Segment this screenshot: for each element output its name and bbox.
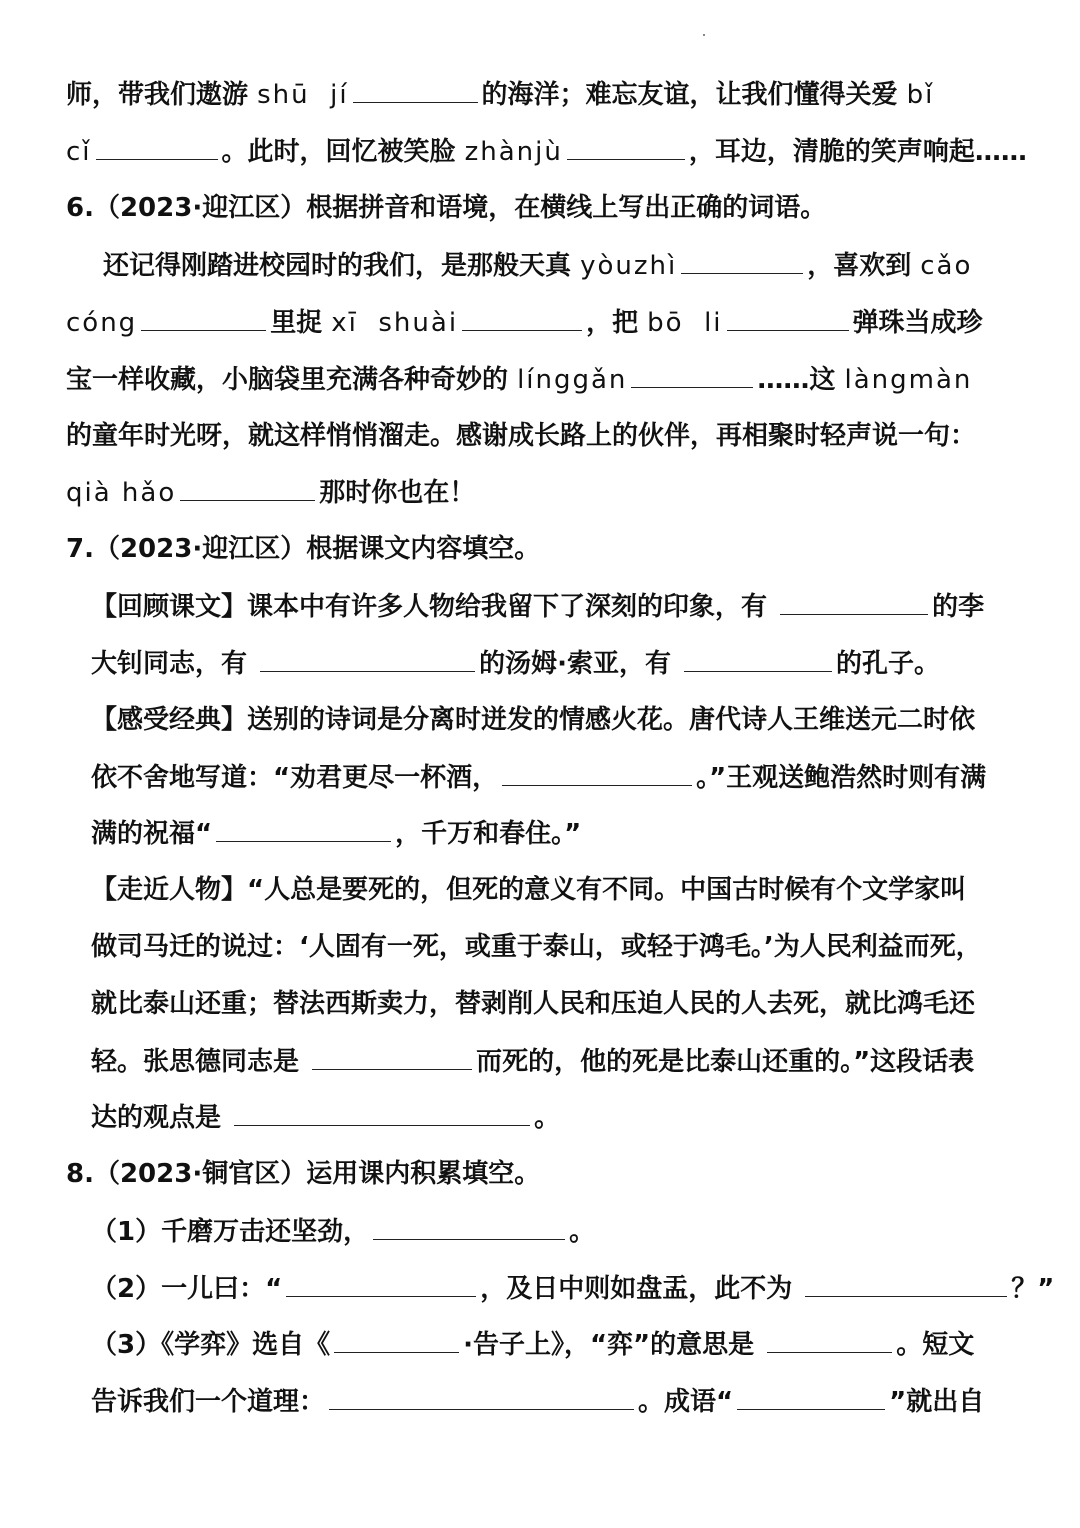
body-text: （3）《学弈》选自《 [91, 1330, 331, 1360]
body-text: ？” [1011, 1274, 1055, 1304]
scan-mark [703, 34, 705, 36]
body-text: ·告子上》，“弈”的意思是 [463, 1330, 764, 1360]
text-line [0, 927, 1080, 967]
answer-blank[interactable] [681, 245, 803, 274]
answer-blank[interactable] [805, 1268, 1007, 1297]
body-text: 。 [534, 1103, 561, 1133]
answer-blank[interactable] [502, 757, 692, 786]
text-line [0, 245, 1080, 285]
answer-blank[interactable] [96, 131, 218, 160]
text-line [0, 1381, 1080, 1421]
text-line [0, 813, 1080, 853]
answer-blank[interactable] [234, 1097, 530, 1126]
body-text: （2）一儿曰：“ [91, 1274, 283, 1304]
body-text: 。此时，回忆被笑脸 [221, 137, 465, 167]
answer-blank[interactable] [684, 643, 832, 672]
answer-blank[interactable] [260, 643, 475, 672]
pinyin-text: qià hǎo [66, 478, 177, 508]
text-line [0, 870, 1080, 910]
text-line [0, 416, 1080, 456]
body-text: 里捉 [270, 308, 332, 338]
pinyin-text: línggǎn [517, 365, 628, 395]
text-line [0, 700, 1080, 740]
text-line [0, 359, 1080, 399]
answer-blank[interactable] [780, 586, 928, 615]
body-text: 。”王观送鲍浩然时则有满 [696, 763, 987, 793]
text-line [0, 586, 1080, 626]
body-text: 8.（2023·铜官区）运用课内积累填空。 [66, 1159, 541, 1189]
body-text: 依不舍地写道：“劝君更尽一杯酒， [91, 763, 499, 793]
text-line [0, 1211, 1080, 1251]
pinyin-text: làngmàn [844, 365, 973, 395]
answer-blank[interactable] [631, 359, 753, 388]
body-text: 宝一样收藏，小脑袋里充满各种奇妙的 [66, 365, 518, 395]
pinyin-text: zhànjù [464, 137, 563, 167]
pinyin-text: shū jí [257, 80, 349, 110]
body-text: 做司马迁的说过：‘人固有一死，或重于泰山，或轻于鸿毛。’为人民利益而死， [91, 932, 982, 962]
body-text: 师，带我们遨游 [66, 80, 258, 110]
answer-blank[interactable] [373, 1211, 565, 1240]
answer-blank[interactable] [737, 1381, 885, 1410]
text-line [0, 302, 1080, 342]
body-text: ……这 [757, 365, 845, 395]
text-line [0, 472, 1080, 512]
body-text: 【走近人物】“人总是要死的，但死的意义有不同。中国古时候有个文学家叫 [91, 875, 967, 905]
body-text: 而死的，他的死是比泰山还重的。”这段话表 [476, 1047, 975, 1077]
pinyin-text: xī shuài [331, 308, 459, 338]
pinyin-text: cǐ [66, 137, 92, 167]
pinyin-text: bǐ [906, 80, 935, 110]
body-text: ，耳边，清脆的笑声响起…… [688, 137, 1027, 167]
text-line [0, 529, 1080, 569]
body-text: 告诉我们一个道理： [91, 1387, 326, 1417]
body-text: 那时你也在！ [319, 478, 476, 508]
body-text: 。 [569, 1217, 596, 1247]
pinyin-text: cǎo [920, 251, 973, 281]
body-text: 达的观点是 [91, 1103, 231, 1133]
text-line [0, 984, 1080, 1024]
answer-blank[interactable] [462, 302, 582, 331]
text-line [0, 1097, 1080, 1137]
text-line [0, 643, 1080, 683]
body-text: ”就出自 [889, 1387, 985, 1417]
body-text: 。短文 [896, 1330, 975, 1360]
answer-blank[interactable] [353, 74, 478, 103]
answer-blank[interactable] [141, 302, 266, 331]
body-text: 的孔子。 [836, 649, 941, 679]
answer-blank[interactable] [767, 1324, 892, 1353]
text-line [0, 757, 1080, 797]
text-line [0, 74, 1080, 114]
text-line [0, 1041, 1080, 1081]
body-text: 。成语“ [638, 1387, 734, 1417]
body-text: 的童年时光呀，就这样悄悄溜走。感谢成长路上的伙伴，再相聚时轻声说一句： [66, 421, 977, 451]
body-text: 弹珠当成珍 [852, 308, 983, 338]
body-text: 7.（2023·迎江区）根据课文内容填空。 [66, 534, 541, 564]
text-line [0, 1324, 1080, 1364]
body-text: 轻。张思德同志是 [91, 1047, 309, 1077]
body-text: 【回顾课文】课本中有许多人物给我留下了深刻的印象，有 [91, 592, 777, 622]
body-text: ，及日中则如盘盂，此不为 [480, 1274, 802, 1304]
pinyin-text: yòuzhì [580, 251, 678, 281]
body-text: ，千万和春住。” [395, 819, 582, 849]
pinyin-text: bō li [647, 308, 723, 338]
answer-blank[interactable] [727, 302, 849, 331]
body-text: ，喜欢到 [807, 251, 921, 281]
answer-blank[interactable] [216, 813, 391, 842]
answer-blank[interactable] [286, 1268, 476, 1297]
body-text: 还记得刚踏进校园时的我们，是那般天真 [103, 251, 581, 281]
answer-blank[interactable] [329, 1381, 634, 1410]
body-text: 的汤姆·索亚，有 [479, 649, 680, 679]
text-line [0, 1268, 1080, 1308]
body-text: 的李 [932, 592, 985, 622]
body-text: 大钊同志，有 [91, 649, 257, 679]
answer-blank[interactable] [334, 1324, 459, 1353]
body-text: 【感受经典】送别的诗词是分离时迸发的情感火花。唐代诗人王维送元二时依 [91, 705, 976, 735]
body-text: 的海洋；难忘友谊，让我们懂得关爱 [481, 80, 907, 110]
text-line [0, 1154, 1080, 1194]
answer-blank[interactable] [567, 131, 685, 160]
body-text: ，把 [586, 308, 648, 338]
body-text: 满的祝福“ [91, 819, 213, 849]
answer-blank[interactable] [312, 1041, 472, 1070]
body-text: 就比泰山还重；替法西斯卖力，替剥削人民和压迫人民的人去死，就比鸿毛还 [91, 989, 976, 1019]
text-line [0, 131, 1080, 171]
answer-blank[interactable] [180, 472, 315, 501]
body-text: （1）千磨万击还坚劲， [91, 1217, 370, 1247]
text-line [0, 188, 1080, 228]
body-text: 6.（2023·迎江区）根据拼音和语境，在横线上写出正确的词语。 [66, 193, 827, 223]
pinyin-text: cóng [66, 308, 138, 338]
